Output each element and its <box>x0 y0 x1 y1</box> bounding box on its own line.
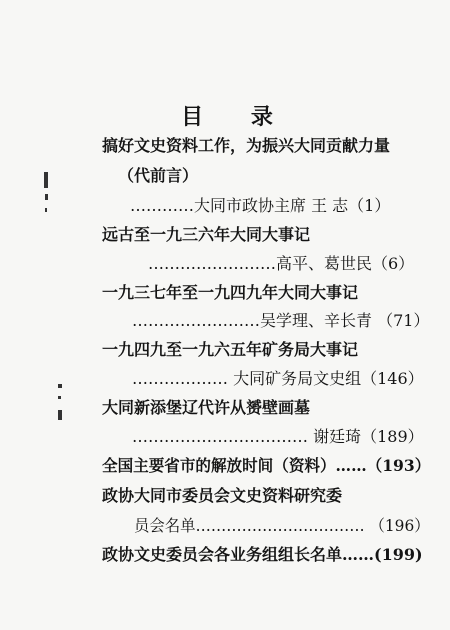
toc-entry-title: 一九三七年至一九四九年大同大事记 <box>102 283 359 302</box>
toc-entry-subtitle: （代前言） <box>118 166 199 185</box>
binding-mark <box>45 208 47 212</box>
toc-entry-title: 搞好文史资料工作，为振兴大同贡献力量 <box>102 136 391 155</box>
toc-entry-author: ……………… 大同矿务局文史组（146） <box>132 369 424 388</box>
toc-entry-title: 大同新添堡辽代许从赟壁画墓 <box>102 398 311 417</box>
toc-entry-title: 政协大同市委员会文史资料研究委 <box>102 486 343 505</box>
binding-mark <box>58 410 62 420</box>
binding-mark <box>45 194 48 200</box>
toc-entry-author: …………………………… 谢廷琦（189） <box>132 427 424 446</box>
toc-entry-title: 远古至一九三六年大同大事记 <box>102 225 311 244</box>
toc-entry-author: …………大同市政协主席 王 志（1） <box>130 196 391 215</box>
binding-mark <box>58 384 62 388</box>
toc-entry-title: 全国主要省市的解放时间（资料）……（193） <box>102 456 431 475</box>
toc-entry-title: 一九四九至一九六五年矿务局大事记 <box>102 340 359 359</box>
toc-heading: 目 录 <box>181 104 293 130</box>
toc-entry-author: ……………………吴学理、辛长青 （71） <box>132 311 430 330</box>
binding-mark <box>58 396 61 399</box>
toc-entry-author: ……………………高平、葛世民（6） <box>148 254 415 273</box>
binding-mark <box>44 172 48 188</box>
toc-entry-author: 员会名单…………………………… （196） <box>134 516 430 535</box>
toc-entry-title: 政协文史委员会各业务组组长名单……(199) <box>102 545 423 564</box>
